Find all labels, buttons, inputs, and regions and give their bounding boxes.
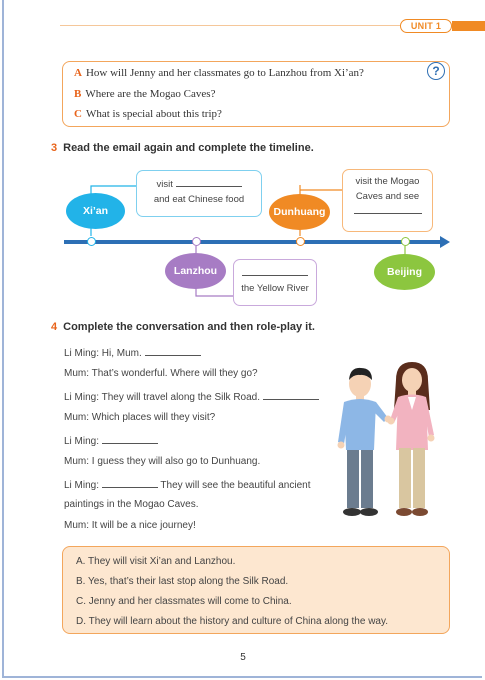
timeline-dot-dunhuang (296, 237, 305, 246)
callout-xian: visit and eat Chinese food (136, 170, 262, 217)
callout-dunhuang: visit the Mogao Caves and see (342, 169, 433, 232)
question-c: C What is special about this trip? (74, 108, 222, 120)
blank-conv-1[interactable] (145, 346, 201, 356)
option-b: B. Yes, that’s their last stop along the Silk Road. (76, 576, 289, 587)
conv-line-7: Li Ming: They will see the beautiful ancient (64, 480, 311, 491)
question-mark-icon: ? (427, 62, 445, 80)
blank-conv-2[interactable] (263, 390, 319, 400)
unit-tab: UNIT 1 (400, 19, 452, 33)
stop-lanzhou: Lanzhou (165, 253, 226, 289)
option-d: D. They will learn about the history and culture of China along the way. (76, 616, 389, 627)
timeline-dot-xian (87, 237, 96, 246)
blank-conv-4[interactable] (102, 478, 158, 488)
stop-dunhuang: Dunhuang (269, 194, 330, 230)
task4-heading: 4 Complete the conversation and then role-play it. (51, 321, 315, 333)
blank-conv-3[interactable] (102, 434, 158, 444)
timeline-arrow-head (440, 236, 450, 248)
stop-beijing: Beijing (374, 254, 435, 290)
timeline-dot-lanzhou (192, 237, 201, 246)
option-c: C. Jenny and her classmates will come to China. (76, 596, 292, 607)
blank-lanzhou[interactable] (242, 266, 308, 276)
conv-line-9: Mum: It will be a nice journey! (64, 520, 196, 531)
question-a: A How will Jenny and her classmates go to Lanzhou from Xi’an? (74, 67, 364, 79)
conv-line-8: paintings in the Mogao Caves. (64, 499, 199, 510)
conv-line-6: Mum: I guess they will also go to Dunhuang. (64, 456, 261, 467)
conv-line-5: Li Ming: (64, 434, 158, 447)
timeline-dot-beijing (401, 237, 410, 246)
conv-line-4: Mum: Which places will they visit? (64, 412, 216, 423)
blank-dunhuang[interactable] (354, 204, 422, 214)
blank-xian[interactable] (176, 177, 242, 187)
option-a: A. They will visit Xi’an and Lanzhou. (76, 556, 236, 567)
stop-xian: Xi’an (66, 193, 125, 229)
conv-line-2: Mum: That’s wonderful. Where will they go? (64, 368, 258, 379)
conv-line-3: Li Ming: They will travel along the Silk Road. (64, 390, 319, 403)
callout-lanzhou: the Yellow River (233, 259, 317, 306)
task3-heading: 3 Read the email again and complete the timeline. (51, 142, 314, 154)
question-b: B Where are the Mogao Caves? (74, 88, 216, 100)
page-number: 5 (240, 652, 246, 663)
timeline-arrow (64, 240, 442, 244)
conv-line-1: Li Ming: Hi, Mum. (64, 346, 201, 359)
boy-and-mum-illustration (330, 350, 450, 525)
